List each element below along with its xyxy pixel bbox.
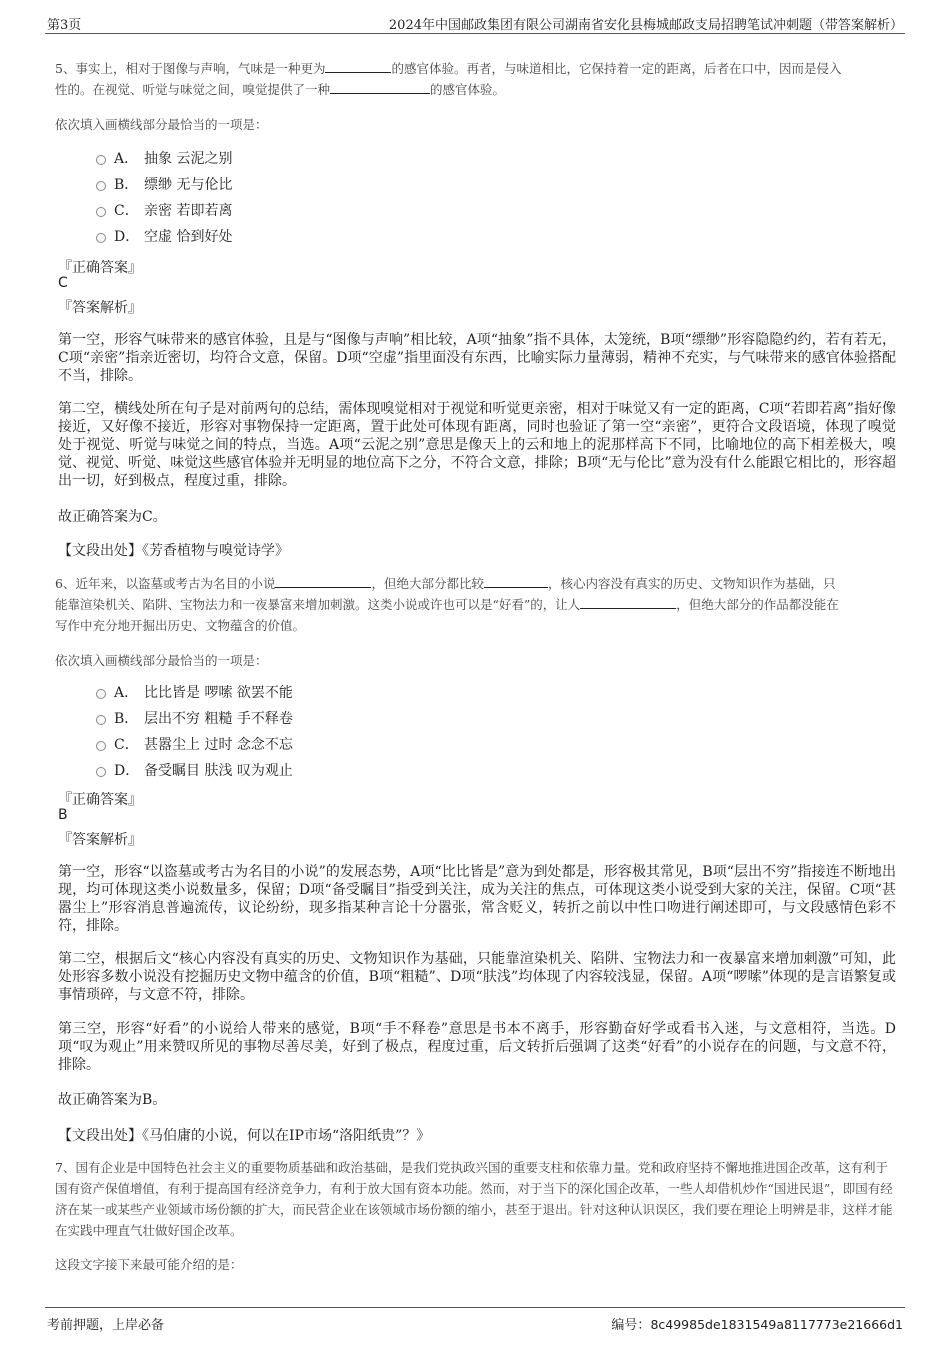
document-code: 编号：8c49985de1831549a8117773e21666d1 — [611, 1317, 903, 1333]
footer-slogan: 考前押题，上岸必备 — [47, 1318, 165, 1333]
blank-3 — [580, 595, 676, 609]
document-title: 2024年中国邮政集团有限公司湖南省安化县梅城邮政支局招聘笔试冲刺题（带答案解析） — [388, 18, 903, 33]
answer-label: 『正确答案』 — [58, 260, 142, 276]
option-d[interactable]: D． 备受瞩目 肤浅 叹为观止 — [96, 757, 496, 783]
radio-icon[interactable] — [96, 207, 106, 217]
answer-value: B — [58, 807, 68, 823]
source-citation: 【文段出处】《芳香植物与嗅觉诗学》 — [58, 543, 289, 559]
answer-value: C — [58, 275, 68, 291]
radio-icon[interactable] — [96, 181, 106, 191]
question-7-text: 7、国有企业是中国特色社会主义的重要物质基础和政治基础，是我们党执政兴国的重要支柱和依靠力量。党和政府坚持不懈地推进国企改革，这有利于国有资产保值增值，有利于提高国有经济竞争力，有利于放大国有资本功能。然而，对于当下的深化国企改革，一些人却借机炒作“国进民退”，即国有经济在某一或某些产业领域市场份额的扩大，而民营企业在该领域市场份额的缩小，甚至于退出。针对这种认识误区，我们要在理论上明辨是非，这样才能在实践中理直气壮做好国企改革。 — [55, 1160, 893, 1238]
option-a[interactable]: A． 抽象 云泥之别 — [96, 145, 496, 171]
option-b[interactable]: B． 层出不穷 粗糙 手不释卷 — [96, 705, 496, 731]
option-c[interactable]: C． 亲密 若即若离 — [96, 197, 496, 223]
analysis-conclusion: 故正确答案为B。 — [58, 1092, 167, 1108]
page-footer — [45, 1307, 905, 1333]
analysis-label: 『答案解析』 — [58, 300, 142, 316]
option-a[interactable]: A． 比比皆是 啰嗦 欲罢不能 — [96, 679, 496, 705]
page-number: 第3页 — [47, 18, 82, 33]
question-5-prompt: 依次填入画横线部分最恰当的一项是： — [55, 117, 268, 132]
analysis-conclusion: 故正确答案为C。 — [58, 509, 167, 525]
question-6-text: 6、近年来，以盗墓或考古为名目的小说 ，但绝大部分都比较 ，核心内容没有真实的历史、文物知识作为基础，只 能靠渲染机关、陷阱、宝物法力和一夜暴富来增加刺激。这类小说或许也可以是“好看”的，让人 ，但绝大部分的作品都没能在 写作中充分地开掘出历史、文物蕴含的价值。 — [55, 576, 839, 633]
question-6-prompt: 依次填入画横线部分最恰当的一项是： — [55, 653, 268, 668]
radio-icon[interactable] — [96, 233, 106, 243]
blank-2 — [330, 80, 430, 94]
radio-icon[interactable] — [96, 715, 106, 725]
question-5-text: 5、事实上，相对于图像与声响，气味是一种更为 的感官体验。再者，与味道相比，它保持着一定的距离，后者在口中，因而是侵入 性的。在视觉、听觉与味觉之间，嗅觉提供了一种 的感官体验。 — [55, 61, 842, 97]
analysis-paragraph: 第三空，形容“好看”的小说给人带来的感觉，B项“手不释卷”意思是书本不离手，形容勤奋好学或看书入迷，与文意相符，当选。D项“叹为观止”用来赞叹所见的事物尽善尽美，好到了极点，程度过重，后文转折后强调了这类“好看”的小说存在的问题，与文意不符，排除。 — [58, 1021, 896, 1073]
radio-icon[interactable] — [96, 741, 106, 751]
analysis-paragraph: 第一空，形容气味带来的感官体验，且是与“图像与声响”相比较，A项“抽象”指不具体，太笼统，B项“缥缈”形容隐隐约约，若有若无，C项“亲密”指亲近密切，均符合文意，保留。D项“空虚”指里面没有东西，比喻实际力量薄弱，精神不充实，与气味带来的感官体验搭配不当，排除。 — [58, 332, 896, 384]
analysis-paragraph: 第二空，根据后文“核心内容没有真实的历史、文物知识作为基础，只能靠渲染机关、陷阱、宝物法力和一夜暴富来增加刺激”可知，此处形容多数小说没有挖掘历史文物中蕴含的价值，B项“粗糙”、D项“肤浅”均体现了内容较浅显，保留。A项“啰嗦”体现的是言语繁复或事情琐碎，与文意不符，排除。 — [58, 951, 896, 1003]
page-header — [45, 12, 905, 34]
radio-icon[interactable] — [96, 689, 106, 699]
answer-label: 『正确答案』 — [58, 792, 142, 808]
radio-icon[interactable] — [96, 155, 106, 165]
blank-2 — [484, 574, 548, 588]
blank-1 — [325, 59, 391, 73]
analysis-paragraph: 第一空，形容“以盗墓或考古为名目的小说”的发展态势，A项“比比皆是”意为到处都是，形容极其常见，B项“层出不穷”指接连不断地出现，均可体现这类小说数量多，保留；D项“备受瞩目”指受到关注，成为关注的焦点，可体现这类小说受到大家的关注，保留。C项“甚嚣尘上”形容消息普遍流传，议论纷纷，现多指某种言论十分嚣张，常含贬义，转折之前以中性口吻进行阐述即可，与文段感情色彩不符，排除。 — [58, 864, 896, 934]
question-7-prompt: 这段文字接下来最可能介绍的是： — [55, 1257, 243, 1272]
source-citation: 【文段出处】《马伯庸的小说，何以在IP市场“洛阳纸贵”？》 — [58, 1128, 431, 1144]
analysis-paragraph: 第二空，横线处所在句子是对前两句的总结，需体现嗅觉相对于视觉和听觉更亲密，相对于味觉又有一定的距离，C项“若即若离”指好像接近，又好像不接近，形容对事物保持一定距离，置于此处可体现有距离，同时也验证了第一空“亲密”，更符合文段语境，体现了嗅觉处于视觉、听觉与味觉之间的特点，当选。A项“云泥之别”意思是像天上的云和地上的泥那样高下不同，比喻地位的高下相差极大，嗅觉、视觉、听觉、味觉这些感官体验并无明显的地位高下之分，不符合文意，排除；B项“无与伦比”意为没有什么能跟它相比的，形容超出一切，好到极点，程度过重，排除。 — [58, 401, 896, 489]
option-b[interactable]: B． 缥缈 无与伦比 — [96, 171, 496, 197]
blank-1 — [275, 574, 371, 588]
option-c[interactable]: C． 甚嚣尘上 过时 念念不忘 — [96, 731, 496, 757]
radio-icon[interactable] — [96, 767, 106, 777]
analysis-label: 『答案解析』 — [58, 832, 142, 848]
question-6-options — [96, 679, 496, 783]
question-5-options — [96, 145, 496, 249]
option-d[interactable]: D． 空虚 恰到好处 — [96, 223, 496, 249]
